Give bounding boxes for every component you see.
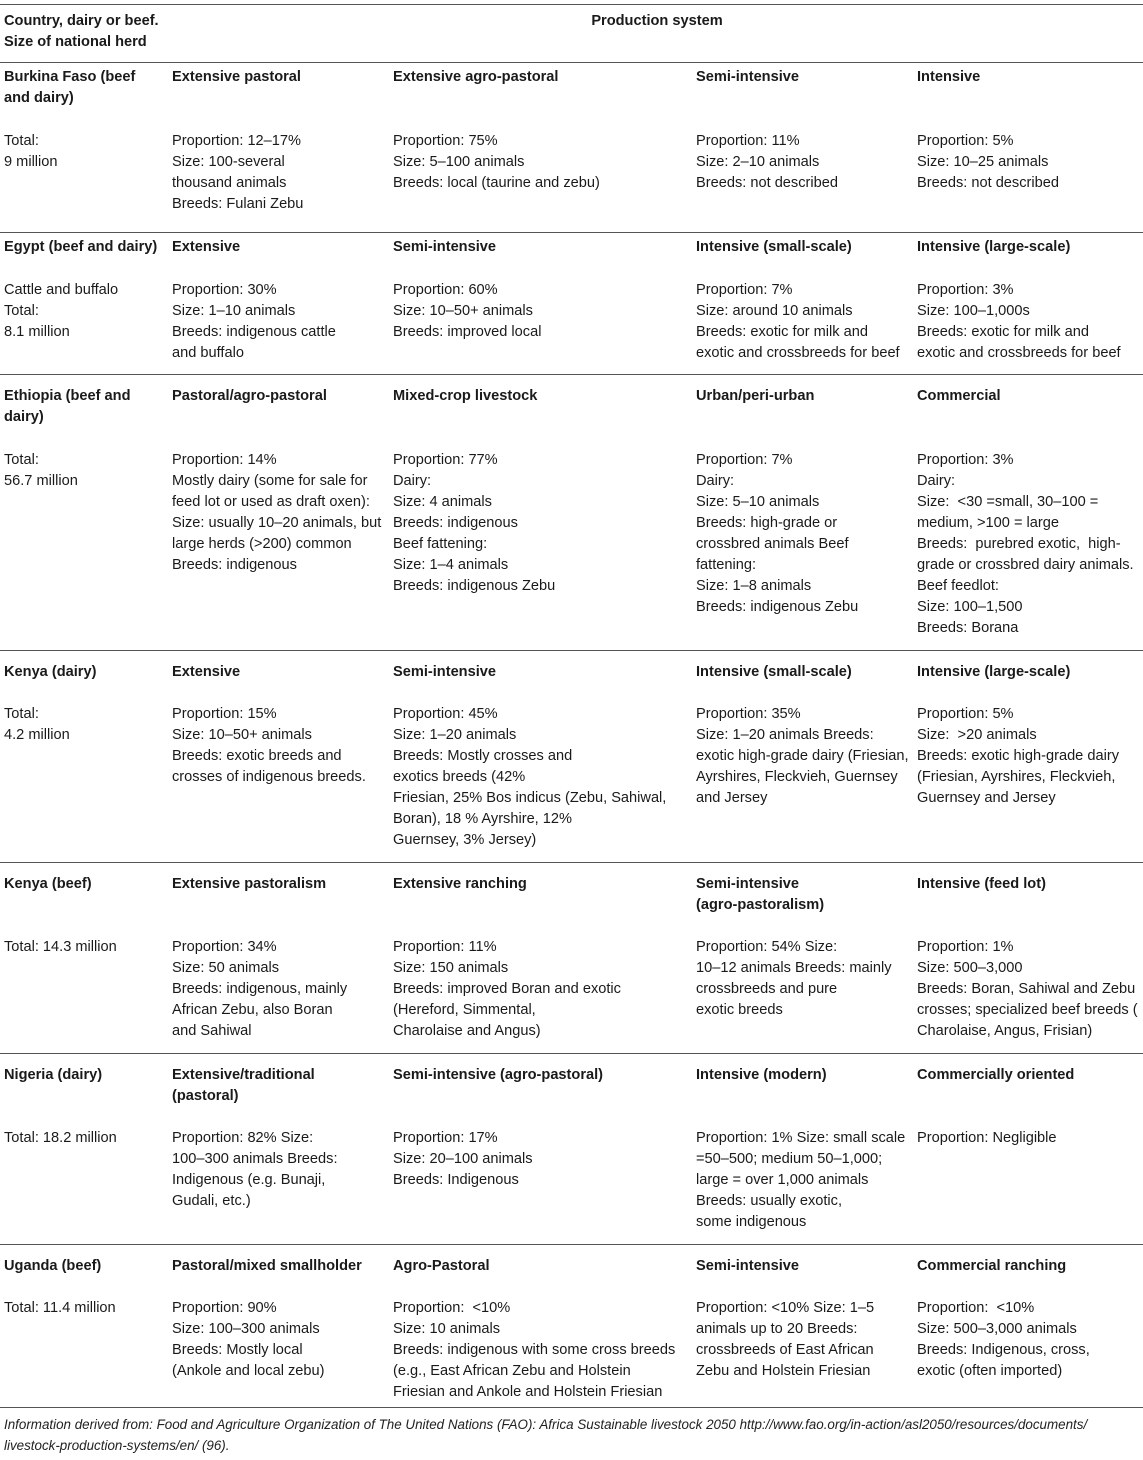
section-rule	[0, 374, 1143, 375]
header-country-column: Country, dairy or beef. Size of national herd	[4, 13, 159, 50]
herd-size: Cattle and buffalo Total: 8.1 million	[4, 282, 119, 340]
system-label: Extensive agro-pastoral	[393, 69, 559, 85]
system-label: Semi-intensive (agro-pastoral)	[393, 1067, 604, 1083]
footnote-line: livestock-production-systems/en/ (96).	[4, 1438, 230, 1453]
system-details: Proportion: 7% Size: around 10 animals Breeds: exotic for milk and exotic and crossbreeds for beef	[696, 282, 900, 361]
table-footnote	[4, 1414, 1140, 1456]
system-label: Intensive (large-scale)	[917, 239, 1071, 255]
system-label: Pastoral/agro-pastoral	[172, 388, 327, 404]
system-details: Proportion: 54% Size: 10–12 animals Breeds: mainly crossbreeds and pure exotic breeds	[696, 939, 892, 1018]
system-label: Commercial	[917, 388, 1001, 404]
system-label: Semi-intensive	[696, 1258, 800, 1274]
herd-size: Total: 56.7 million	[4, 452, 78, 489]
system-label: Extensive/traditional (pastoral)	[172, 1067, 315, 1104]
system-label: Intensive (large-scale)	[917, 664, 1071, 680]
system-label: Extensive	[172, 239, 241, 255]
system-details: Proportion: 11% Size: 150 animals Breeds: improved Boran and exotic (Hereford, Simmental, Charolaise and Angus)	[393, 939, 621, 1039]
country-label: Uganda (beef)	[4, 1258, 102, 1274]
system-details: Proportion: 3% Dairy: Size: <30 =small, 30–100 = medium, >100 = large Breeds: purebred exotic, high- grade or crossbred dairy animals. Beef feedlot: Size: 100–1,500 Breeds: Borana	[917, 452, 1134, 636]
system-details: Proportion: 34% Size: 50 animals Breeds: indigenous, mainly African Zebu, also Boran and Sahiwal	[172, 939, 348, 1039]
system-label: Semi-intensive (agro-pastoralism)	[696, 876, 825, 913]
herd-size: Total: 11.4 million	[4, 1300, 116, 1316]
system-label: Intensive (small-scale)	[696, 664, 852, 680]
system-details: Proportion: 12–17% Size: 100-several thousand animals Breeds: Fulani Zebu	[172, 133, 304, 212]
system-details: Proportion: 3% Size: 100–1,000s Breeds: exotic for milk and exotic and crossbreeds for beef	[917, 282, 1121, 361]
system-details: Proportion: 35% Size: 1–20 animals Breeds: exotic high-grade dairy (Friesian, Ayrshires, Fleckvieh, Guernsey and Jersey	[696, 706, 909, 806]
system-details: Proportion: <10% Size: 1–5 animals up to 20 Breeds: crossbreeds of East African Zebu and Holstein Friesian	[696, 1300, 875, 1379]
system-details: Proportion: Negligible	[917, 1130, 1057, 1146]
system-label: Extensive	[172, 664, 241, 680]
system-label: Extensive pastoral	[172, 69, 301, 85]
system-details: Proportion: 30% Size: 1–10 animals Breeds: indigenous cattle and buffalo	[172, 282, 336, 361]
system-label: Semi-intensive	[393, 664, 497, 680]
system-label: Intensive (modern)	[696, 1067, 827, 1083]
header-rule	[0, 62, 1143, 63]
system-details: Proportion: 82% Size: 100–300 animals Breeds: Indigenous (e.g. Bunaji, Gudali, etc.)	[172, 1130, 338, 1209]
country-label: Ethiopia (beef and dairy)	[4, 388, 131, 425]
system-details: Proportion: 1% Size: 500–3,000 Breeds: Boran, Sahiwal and Zebu crosses; specialized beef breeds ( Charolaise, Angus, Frisian)	[917, 939, 1138, 1039]
section-rule	[0, 650, 1143, 651]
section-rule	[0, 1053, 1143, 1054]
system-label: Commercial ranching	[917, 1258, 1067, 1274]
system-details: Proportion: 1% Size: small scale =50–500; medium 50–1,000; large = over 1,000 animals Breeds: usually exotic, some indigenous	[696, 1130, 906, 1230]
system-label: Intensive (small-scale)	[696, 239, 852, 255]
country-label: Kenya (dairy)	[4, 664, 97, 680]
table-bottom-rule	[0, 1407, 1143, 1408]
footnote-line: Information derived from: Food and Agriculture Organization of The United Nations (FAO): Africa Sustainable livestock 2050 http://www.fao.org/in-action/asl2050/resources/documents/	[4, 1417, 1088, 1432]
system-label: Semi-intensive	[696, 69, 800, 85]
herd-size: Total: 4.2 million	[4, 706, 70, 743]
section-rule	[0, 1244, 1143, 1245]
system-details: Proportion: 14% Mostly dairy (some for sale for feed lot or used as draft oxen): Size: usually 10–20 animals, but large herds (>200) common Breeds: indigenous	[172, 452, 382, 573]
country-label: Burkina Faso (beef and dairy)	[4, 69, 136, 106]
system-label: Semi-intensive	[393, 239, 497, 255]
system-details: Proportion: 11% Size: 2–10 animals Breeds: not described	[696, 133, 838, 191]
system-label: Intensive (feed lot)	[917, 876, 1046, 892]
system-details: Proportion: 7% Dairy: Size: 5–10 animals Breeds: high-grade or crossbred animals Beef fattening: Size: 1–8 animals Breeds: indigenous Zebu	[696, 452, 859, 615]
system-details: Proportion: <10% Size: 500–3,000 animals Breeds: Indigenous, cross, exotic (often imported)	[917, 1300, 1090, 1379]
system-details: Proportion: 45% Size: 1–20 animals Breeds: Mostly crosses and exotics breeds (42% Friesian, 25% Bos indicus (Zebu, Sahiwal, Boran), 18 % Ayrshire, 12% Guernsey, 3% Jersey)	[393, 706, 667, 848]
herd-size: Total: 14.3 million	[4, 939, 117, 955]
section-rule	[0, 232, 1143, 233]
system-details: Proportion: <10% Size: 10 animals Breeds: indigenous with some cross breeds (e.g., East African Zebu and Holstein Friesian and Ankole and Holstein Friesian	[393, 1300, 676, 1400]
system-details: Proportion: 15% Size: 10–50+ animals Breeds: exotic breeds and crosses of indigenous breeds.	[172, 706, 366, 785]
system-details: Proportion: 75% Size: 5–100 animals Breeds: local (taurine and zebu)	[393, 133, 600, 191]
system-label: Extensive ranching	[393, 876, 527, 892]
system-details: Proportion: 17% Size: 20–100 animals Breeds: Indigenous	[393, 1130, 533, 1188]
herd-size: Total: 18.2 million	[4, 1130, 117, 1146]
country-label: Kenya (beef)	[4, 876, 92, 892]
table-header	[0, 4, 1143, 62]
system-details: Proportion: 5% Size: >20 animals Breeds: exotic high-grade dairy (Friesian, Ayrshires, Fleckvieh, Guernsey and Jersey	[917, 706, 1119, 806]
country-label: Egypt (beef and dairy)	[4, 239, 158, 255]
system-details: Proportion: 60% Size: 10–50+ animals Breeds: improved local	[393, 282, 542, 340]
section-rule	[0, 862, 1143, 863]
system-details: Proportion: 77% Dairy: Size: 4 animals Breeds: indigenous Beef fattening: Size: 1–4 animals Breeds: indigenous Zebu	[393, 452, 556, 594]
system-label: Extensive pastoralism	[172, 876, 327, 892]
system-label: Mixed-crop livestock	[393, 388, 538, 404]
system-label: Urban/peri-urban	[696, 388, 815, 404]
system-label: Commercially oriented	[917, 1067, 1075, 1083]
herd-size: Total: 9 million	[4, 133, 58, 170]
system-details: Proportion: 90% Size: 100–300 animals Breeds: Mostly local (Ankole and local zebu)	[172, 1300, 325, 1379]
system-label: Pastoral/mixed smallholder	[172, 1258, 362, 1274]
system-label: Intensive	[917, 69, 981, 85]
system-details: Proportion: 5% Size: 10–25 animals Breeds: not described	[917, 133, 1059, 191]
country-label: Nigeria (dairy)	[4, 1067, 103, 1083]
system-label: Agro-Pastoral	[393, 1258, 490, 1274]
header-production-system: Production system	[591, 13, 723, 29]
